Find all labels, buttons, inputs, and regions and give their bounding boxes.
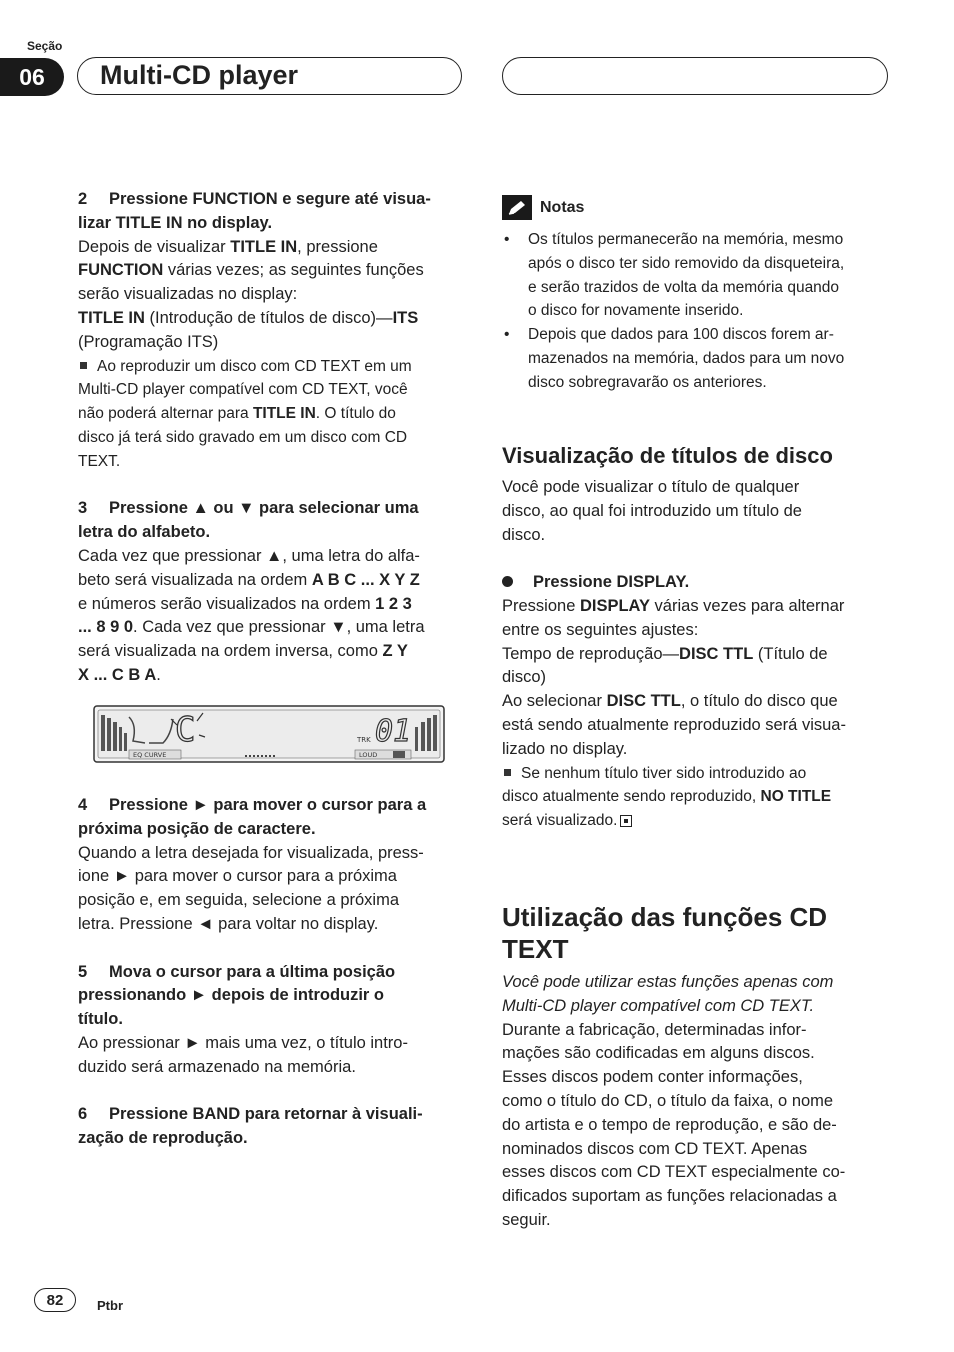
cdtext-intro: Multi-CD player compatível com CD TEXT. bbox=[502, 996, 815, 1015]
cdtext-section bbox=[502, 901, 894, 1233]
pencil-note-icon bbox=[502, 195, 532, 220]
cdtext-body: Durante a fabricação, determinadas infor- bbox=[502, 1020, 807, 1039]
cdtext-body: seguir. bbox=[502, 1210, 551, 1229]
visualizacao-body: Tempo de reprodução—DISC TTL (Título de bbox=[502, 644, 828, 663]
lcd-trk-label: TRK bbox=[357, 736, 371, 744]
step-2-body: (Programação ITS) bbox=[78, 332, 219, 351]
section-label: Seção bbox=[27, 39, 63, 53]
step-3-body: e números serão visualizados na ordem 1 2 3 bbox=[78, 594, 412, 613]
cdtext-heading: Utilização das funções CD TEXT bbox=[502, 902, 828, 964]
step-2-heading-line2: lizar TITLE IN no display. bbox=[78, 213, 273, 232]
step-5-heading: 5 Mova o cursor para a última posição bbox=[78, 962, 396, 981]
step-2-body: serão visualizadas no display: bbox=[78, 285, 298, 304]
visualizacao-section bbox=[502, 442, 894, 833]
step-4-heading-line2: próxima posição de caractere. bbox=[78, 819, 316, 838]
cdtext-intro: Você pode utilizar estas funções apenas com bbox=[502, 973, 834, 991]
step-3-body: será visualizada na ordem inversa, como Z Y bbox=[78, 642, 408, 661]
section-number-badge: 06 bbox=[0, 58, 64, 96]
cdtext-body: como o título do CD, o título da faixa, o nome bbox=[502, 1091, 834, 1110]
right-column bbox=[502, 195, 894, 395]
cdtext-body: nominados discos com CD TEXT. Apenas bbox=[502, 1139, 808, 1158]
visualizacao-body: entre os seguintes ajustes: bbox=[502, 620, 699, 639]
step-5-body: duzido será armazenado na memória. bbox=[78, 1057, 356, 1076]
visualizacao-note: Se nenhum título tiver sido introduzido ao disco atualmente sendo reproduzido, NO TITLE será visualizado. bbox=[502, 764, 832, 830]
step-3-body: ... 8 9 0. Cada vez que pressionar ▼, uma letra bbox=[78, 618, 425, 637]
lcd-display-illustration bbox=[93, 705, 445, 763]
lcd-character: C bbox=[175, 710, 196, 750]
step-3-heading: 3 Pressione ▲ ou ▼ para selecionar uma bbox=[78, 499, 419, 518]
cdtext-body: dificados suportam as funções relacionadas a bbox=[502, 1187, 837, 1206]
step-2-note: Ao reproduzir um disco com CD TEXT em um Multi-CD player compatível com CD TEXT, você não poderá alternar para TITLE IN. O título do disco já terá sido gravado em um disco com CD TEXT. bbox=[78, 357, 412, 470]
visualizacao-body: lizado no display. bbox=[502, 739, 628, 758]
visualizacao-intro: Você pode visualizar o título de qualquer bbox=[502, 478, 800, 496]
left-column-lower bbox=[78, 794, 468, 1151]
note-square-icon bbox=[80, 362, 87, 369]
bullet-dot-icon bbox=[502, 576, 513, 587]
step-6-heading: 6 Pressione BAND para retornar à visuali- bbox=[78, 1105, 423, 1124]
step-3-body: beto será visualizada na ordem A B C ... X Y Z bbox=[78, 570, 420, 589]
visualizacao-body: disco) bbox=[502, 668, 547, 687]
step-4-body: posição e, em seguida, selecione a próxima bbox=[78, 891, 400, 910]
notes-list bbox=[502, 228, 894, 395]
note-item: • Depois que dados para 100 discos forem ar- mazenados na memória, dados para um novo disco sobregravarão os anteriores. bbox=[502, 323, 894, 394]
visualizacao-body: Pressione DISPLAY várias vezes para alternar bbox=[502, 596, 845, 615]
visualizacao-intro: disco. bbox=[502, 525, 546, 544]
step-6-heading-line2: zação de reprodução. bbox=[78, 1129, 248, 1148]
cdtext-body: Esses discos podem conter informações, bbox=[502, 1068, 803, 1087]
left-column bbox=[78, 188, 468, 688]
cdtext-body: esses discos com CD TEXT especialmente co- bbox=[502, 1163, 846, 1182]
step-2-heading: 2 Pressione FUNCTION e segure até visua- bbox=[78, 190, 431, 208]
step-2-body: Depois de visualizar TITLE IN, pressione bbox=[78, 237, 378, 256]
step-5-heading-line2: pressionando ► depois de introduzir o bbox=[78, 986, 385, 1005]
lcd-loud-label: LOUD bbox=[359, 751, 378, 759]
header-empty-box bbox=[502, 57, 888, 95]
chapter-title-box bbox=[77, 57, 462, 95]
lcd-track-number: 01 bbox=[375, 714, 412, 749]
end-mark-icon bbox=[620, 815, 632, 827]
step-2-body: FUNCTION várias vezes; as seguintes funções bbox=[78, 261, 424, 280]
step-2-body: TITLE IN (Introdução de títulos de disco)—ITS bbox=[78, 308, 419, 327]
step-3-body: X ... C B A. bbox=[78, 665, 161, 684]
page-number: 82 bbox=[34, 1288, 76, 1312]
step-3-heading-line2: letra do alfabeto. bbox=[78, 523, 211, 542]
step-4-heading: 4 Pressione ► para mover o cursor para a bbox=[78, 796, 427, 814]
step-3 bbox=[78, 497, 468, 687]
note-square-icon bbox=[504, 769, 511, 776]
step-5-heading-line3: título. bbox=[78, 1010, 123, 1029]
step-5 bbox=[78, 961, 468, 1080]
cdtext-body: mações são codificadas em alguns discos. bbox=[502, 1044, 815, 1063]
chapter-title: Multi-CD player bbox=[100, 60, 299, 90]
step-4-body: letra. Pressione ◄ para voltar no display. bbox=[78, 914, 379, 933]
step-5-body: Ao pressionar ► mais uma vez, o título intro- bbox=[78, 1033, 408, 1052]
cdtext-body: do artista e o tempo de reprodução, e são de- bbox=[502, 1115, 837, 1134]
notes-heading: Notas bbox=[502, 195, 894, 220]
visualizacao-body: está sendo atualmente reproduzido será visua- bbox=[502, 715, 846, 734]
step-3-body: Cada vez que pressionar ▲, uma letra do alfa- bbox=[78, 546, 420, 565]
lcd-eq-label: EQ CURVE bbox=[133, 751, 167, 759]
visualizacao-action: Pressione DISPLAY. bbox=[502, 571, 894, 595]
note-item: • Os títulos permanecerão na memória, mesmo após o disco ter sido removido da disqueteira, e serão trazidos de volta da memória quando o disco for novamente inserido. bbox=[502, 228, 894, 323]
step-6 bbox=[78, 1103, 468, 1151]
visualizacao-body: Ao selecionar DISC TTL, o título do disco que bbox=[502, 692, 838, 711]
language-code: Ptbr bbox=[97, 1298, 123, 1313]
step-4-body: Quando a letra desejada for visualizada, press- bbox=[78, 843, 424, 862]
step-4-body: ione ► para mover o cursor para a próxima bbox=[78, 867, 397, 886]
visualizacao-heading: Visualização de títulos de disco bbox=[502, 443, 833, 468]
step-2 bbox=[78, 188, 468, 474]
step-4 bbox=[78, 794, 468, 937]
visualizacao-intro: disco, ao qual foi introduzido um título de bbox=[502, 501, 802, 520]
